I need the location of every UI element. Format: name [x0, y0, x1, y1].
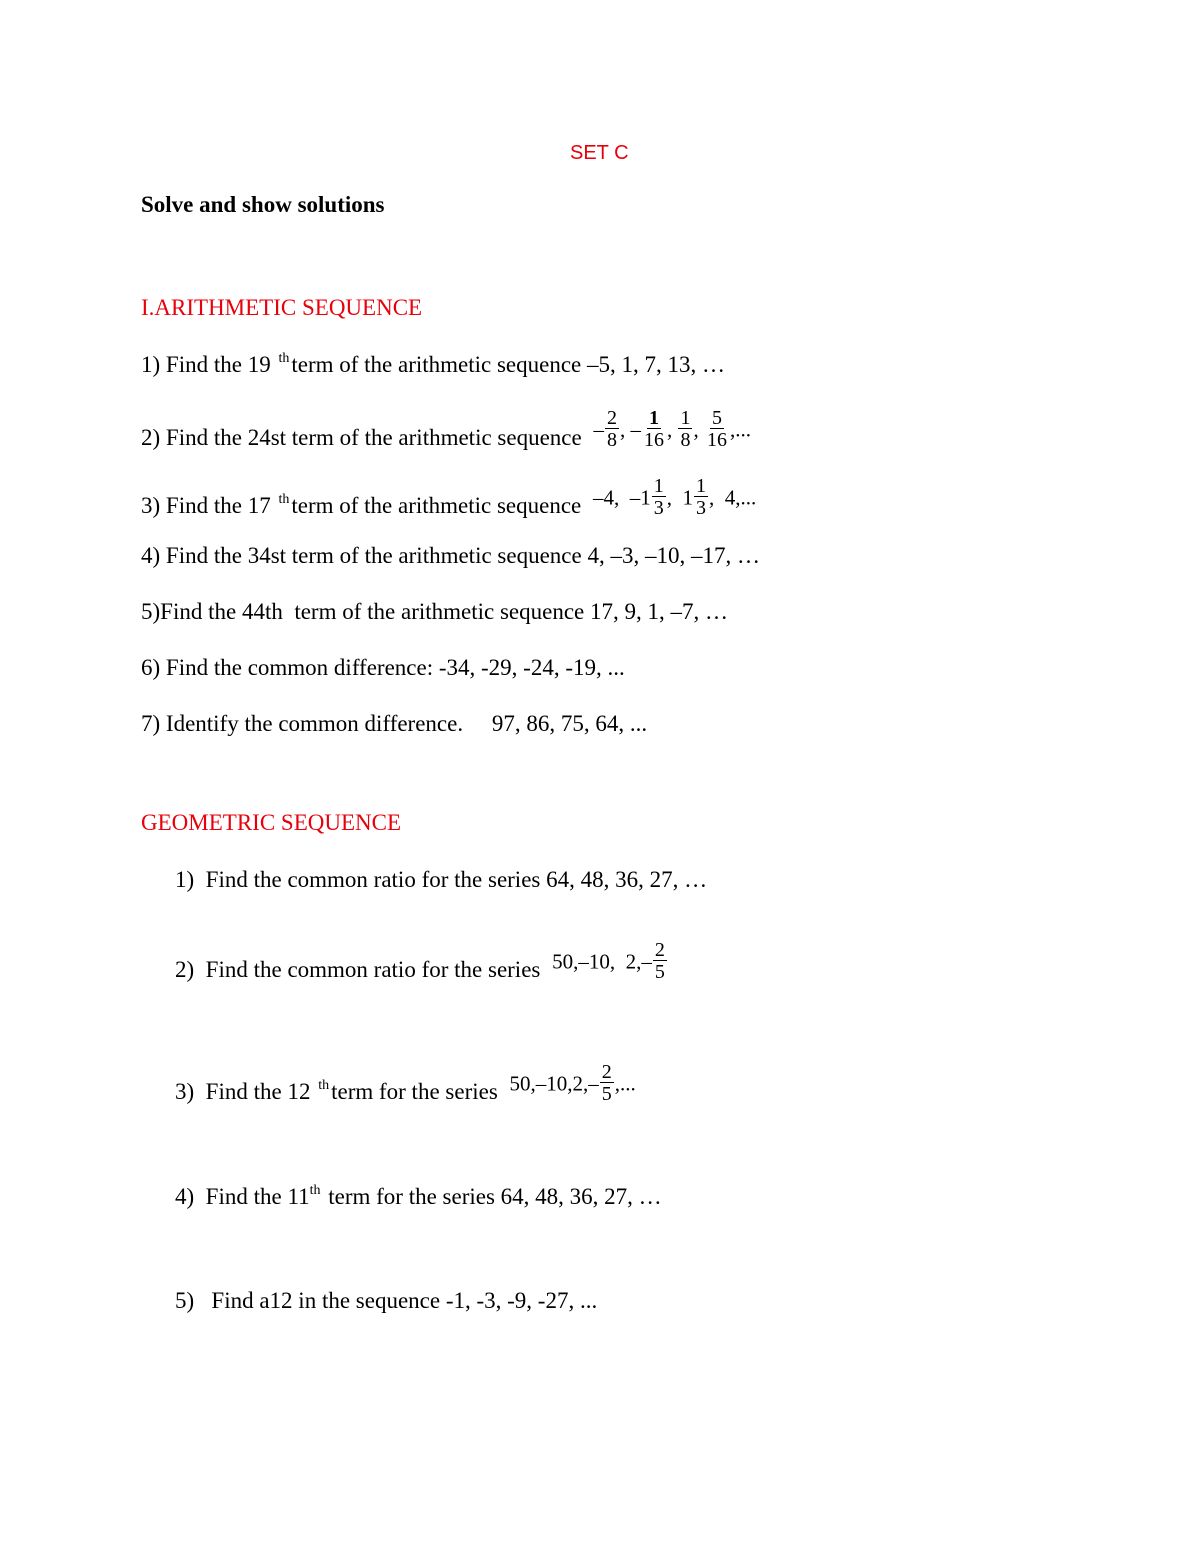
geometric-question-2 — [175, 939, 668, 993]
denominator: 5 — [601, 1083, 612, 1105]
numerator: 5 — [711, 407, 722, 429]
denominator: 5 — [654, 961, 665, 983]
geometric-question-5: 5) Find a12 in the sequence -1, -3, -9, -27, ... — [175, 1288, 598, 1313]
gq4-superscript: th — [309, 1183, 321, 1198]
comma: , — [666, 417, 673, 442]
minus-sign: – — [630, 417, 641, 442]
denominator: 16 — [706, 429, 727, 451]
denominator: 3 — [653, 497, 664, 519]
geometric-question-4 — [175, 1183, 662, 1215]
arithmetic-question-2 — [141, 407, 751, 461]
gq3-math-sequence — [510, 1062, 636, 1105]
numerator: 1 — [653, 475, 664, 497]
q1-text: 1) Find the 19 — [141, 352, 277, 377]
q1-text-rest: term of the arithmetic sequence –5, 1, 7, 13, … — [291, 352, 726, 377]
denominator: 16 — [643, 429, 664, 451]
numerator: 1 — [680, 407, 691, 429]
ellipsis: ,... — [729, 417, 751, 442]
denominator: 8 — [680, 429, 691, 451]
gq4-text: 4) Find the 11 — [175, 1184, 310, 1209]
comma: , — [693, 417, 699, 442]
instructions: Solve and show solutions — [141, 192, 385, 217]
fraction — [652, 476, 666, 519]
fraction — [653, 940, 667, 983]
numerator: 2 — [606, 407, 617, 429]
ellipsis: ,... — [614, 1071, 636, 1096]
denominator: 3 — [696, 497, 707, 519]
geometric-heading: GEOMETRIC SEQUENCE — [141, 810, 402, 835]
separator: , 1 — [666, 485, 694, 510]
q2-math-sequence — [593, 408, 751, 451]
gq3-text: 3) Find the 12 — [175, 1078, 317, 1104]
arithmetic-question-4: 4) Find the 34st term of the arithmetic sequence 4, –3, –10, –17, … — [141, 543, 760, 568]
gq3-text-rest: term for the series — [331, 1078, 498, 1104]
q1-superscript: th — [278, 351, 290, 366]
geometric-question-3 — [175, 1061, 636, 1115]
fraction — [605, 408, 619, 451]
lead-terms: 50,–10,2,– — [509, 1071, 599, 1096]
q3-text-rest: term of the arithmetic sequence — [291, 492, 582, 518]
numerator: 1 — [696, 475, 707, 497]
gq2-math-sequence — [552, 940, 668, 983]
arithmetic-question-5: 5)Find the 44th term of the arithmetic sequence 17, 9, 1, –7, … — [141, 599, 729, 624]
set-title: SET C — [570, 142, 629, 164]
fraction — [694, 476, 708, 519]
numerator: 2 — [654, 939, 665, 961]
q3-superscript: th — [278, 491, 290, 507]
numerator: 1 — [648, 407, 659, 429]
comma: , — [619, 417, 626, 442]
q3-text: 3) Find the 17 — [141, 492, 277, 518]
fraction — [642, 408, 666, 451]
arithmetic-question-7: 7) Identify the common difference. 97, 86, 75, 64, ... — [141, 711, 648, 736]
numerator: 2 — [601, 1061, 612, 1083]
geometric-question-1: 1) Find the common ratio for the series 64, 48, 36, 27, … — [175, 867, 708, 892]
fraction — [600, 1062, 614, 1105]
fraction — [705, 408, 729, 451]
arithmetic-question-3 — [141, 475, 757, 529]
denominator: 8 — [606, 429, 617, 451]
q3-math-sequence — [593, 476, 756, 519]
tail-terms: , 4,... — [709, 485, 757, 510]
arithmetic-question-1 — [141, 351, 725, 383]
arithmetic-question-6: 6) Find the common difference: -34, -29, -24, -19, ... — [141, 655, 625, 680]
lead-terms: –4, –1 — [593, 485, 651, 510]
gq3-superscript: th — [318, 1077, 330, 1093]
fraction — [678, 408, 692, 451]
q2-text: 2) Find the 24st term of the arithmetic sequence — [141, 424, 582, 450]
arithmetic-heading: I.ARITHMETIC SEQUENCE — [141, 295, 423, 320]
minus-sign: – — [593, 417, 604, 442]
gq4-text-rest: term for the series 64, 48, 36, 27, … — [322, 1184, 662, 1209]
gq2-text: 2) Find the common ratio for the series — [175, 956, 541, 982]
lead-terms: 50,–10, 2,– — [552, 949, 652, 974]
